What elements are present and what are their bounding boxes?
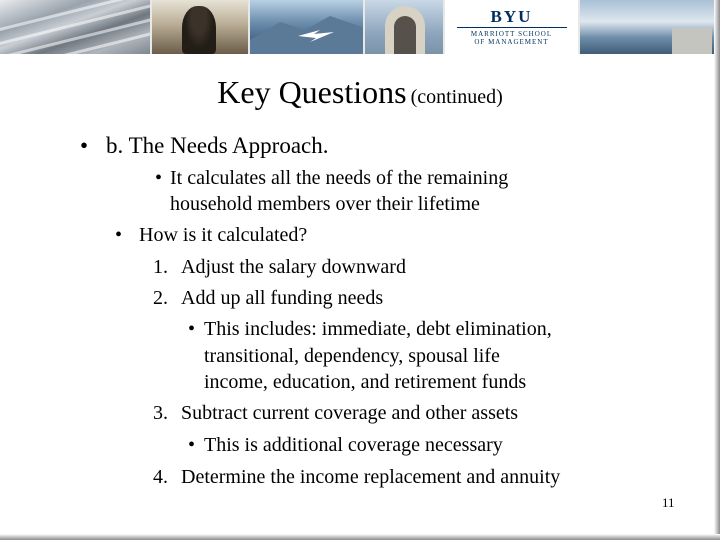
- slide-title-main: Key Questions: [217, 74, 407, 110]
- step-text: Determine the income replacement and annuity: [181, 466, 561, 488]
- step-text: Add up all funding needs: [181, 287, 384, 309]
- slide-title: [0, 74, 720, 111]
- bullet-level3: •: [155, 167, 163, 189]
- how-calculated: How is it calculated?: [139, 224, 308, 246]
- includes-line1: This includes: immediate, debt elimination,: [204, 318, 552, 340]
- step-number: 1.: [153, 256, 168, 278]
- additional-coverage: This is additional coverage necessary: [204, 434, 503, 456]
- step-text: Subtract current coverage and other assets: [181, 402, 519, 424]
- slide-shadow-bottom: [0, 534, 720, 540]
- bullet-level3: •: [188, 318, 196, 340]
- item-b-needs-approach: b. The Needs Approach.: [106, 133, 329, 158]
- banner-photo-campus: [580, 0, 720, 54]
- school-subname: OF MANAGEMENT: [474, 38, 549, 46]
- page-number: 11: [662, 495, 675, 510]
- banner-photo-statue: [152, 0, 250, 54]
- bullet-level1: •: [80, 133, 89, 158]
- banner-photo-building: [0, 0, 152, 54]
- banner-photo-bell-arch: [365, 0, 445, 54]
- step-number: 4.: [153, 466, 168, 488]
- slide-shadow-right: [714, 0, 720, 540]
- school-name: MARRIOTT SCHOOL: [470, 30, 553, 38]
- byu-logo: [445, 0, 580, 54]
- byu-logo-text: BYU: [490, 7, 533, 26]
- bullet-level3: •: [188, 434, 196, 456]
- bullet-level2: •: [115, 224, 123, 246]
- includes-line3: income, education, and retirement funds: [204, 371, 527, 393]
- banner-photo-mountain-y: [250, 0, 365, 54]
- calc-line1: It calculates all the needs of the remaining: [170, 167, 509, 189]
- step-number: 3.: [153, 402, 168, 424]
- step-number: 2.: [153, 287, 168, 309]
- header-banner: [0, 0, 720, 54]
- step-text: Adjust the salary downward: [181, 256, 406, 278]
- includes-line2: transitional, dependency, spousal life: [204, 345, 500, 367]
- calc-line2: household members over their lifetime: [170, 193, 480, 215]
- slide-title-continued: (continued): [410, 86, 503, 108]
